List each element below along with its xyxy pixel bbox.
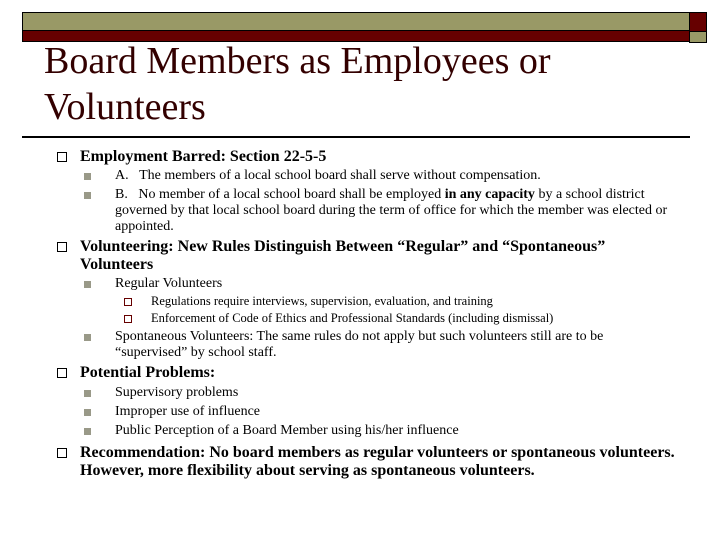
bullet-filled-icon — [84, 334, 91, 341]
corner-square-olive — [689, 31, 707, 43]
sub-bullet-a — [115, 168, 541, 184]
bullet-problems: Potential Problems: — [80, 364, 216, 381]
bullet-filled-icon — [84, 173, 91, 180]
slide-title: Board Members as Employees or Volunteers — [44, 40, 551, 128]
label: B. — [115, 187, 128, 202]
text: No member of a local school board shall be employed — [138, 187, 445, 202]
bullet-square-icon — [57, 448, 67, 458]
bullet-square-icon — [57, 368, 67, 378]
bullet-filled-icon — [84, 281, 91, 288]
bullet-employment: Employment Barred: Section 22-5-5 — [80, 148, 327, 165]
bullet-filled-icon — [84, 192, 91, 199]
bullet-filled-icon — [84, 409, 91, 416]
text: by a school district governed by that local school board during the term of office for which the member was elected or appointed. — [115, 187, 668, 234]
sub-bullet-b — [115, 187, 685, 235]
sub-bullet: Supervisory problems — [115, 385, 239, 400]
header-bar-olive — [22, 12, 690, 31]
text: The members of a local school board shall serve without compensation. — [139, 168, 541, 183]
sub-bullet-regular: Regular Volunteers — [115, 276, 223, 291]
bold-text: in any capacity — [444, 187, 535, 202]
title-divider — [22, 136, 690, 138]
sub-sub-bullet: Regulations require interviews, supervision, evaluation, and training — [151, 294, 493, 308]
bullet-recommendation: Recommendation: No board members as regular volunteers or spontaneous volunteers. However, more flexibility about serving as spontaneous volunteers. — [80, 444, 675, 479]
bullet-volunteering: Volunteering: New Rules Distinguish Between “Regular” and “Spontaneous” Volunteers — [80, 238, 606, 273]
bullet-square-icon — [57, 242, 67, 252]
sub-bullet-spontaneous: Spontaneous Volunteers: The same rules do not apply but such volunteers still are to be “supervised” by school staff. — [115, 329, 604, 360]
bullet-filled-icon — [84, 428, 91, 435]
label: A. — [115, 168, 129, 183]
bullet-filled-icon — [84, 390, 91, 397]
sub-sub-bullet: Enforcement of Code of Ethics and Professional Standards (including dismissal) — [151, 311, 554, 325]
sub-bullet: Public Perception of a Board Member using his/her influence — [115, 423, 459, 438]
corner-square-maroon — [689, 12, 707, 32]
bullet-square-icon — [57, 152, 67, 162]
bullet-hollow-icon — [124, 298, 132, 306]
bullet-hollow-icon — [124, 315, 132, 323]
sub-bullet: Improper use of influence — [115, 404, 260, 419]
